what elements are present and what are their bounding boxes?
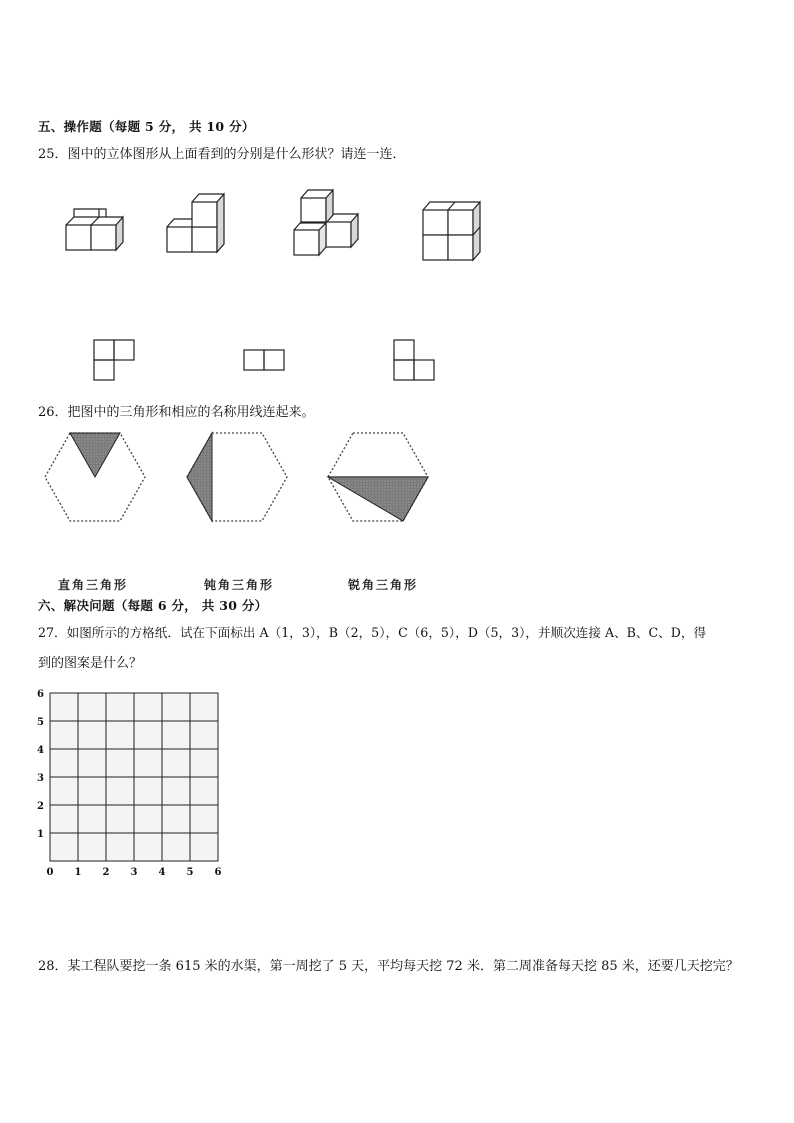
grid-y-label: 2: [37, 801, 44, 812]
section-five-heading: 五、操作题（每题 5 分， 共 10 分）: [38, 119, 255, 134]
question-26: 26．把图中的三角形和相应的名称用线连起来。: [38, 405, 315, 420]
question-27-line1: 27．如图所示的方格纸．试在下面标出 A（1，3），B（2，5），C（6，5），D（5，3），并顺次连接 A、B、C、D，得: [38, 625, 707, 640]
question-27-line2: 到的图案是什么？: [38, 656, 143, 671]
grid-y-label: 5: [37, 717, 44, 728]
triangle-name-right: 直角三角形: [58, 578, 129, 592]
triangle-name-acute: 锐角三角形: [348, 578, 419, 592]
grid-x-label: 4: [158, 867, 166, 878]
grid-y-label: 1: [37, 829, 44, 840]
grid-y-label: 6: [37, 689, 44, 700]
grid-y-label: 4: [37, 745, 44, 756]
grid-x-label: 3: [130, 867, 138, 878]
question-28: 28．某工程队要挖一条 615 米的水渠，第一周挖了 5 天，平均每天挖 72 米．第二周准备每天挖 85 米，还要几天挖完？: [38, 959, 739, 974]
triangle-name-obtuse: 钝角三角形: [204, 578, 275, 592]
grid-x-label: 2: [102, 867, 110, 878]
section-six-heading: 六、解决问题（每题 6 分， 共 30 分）: [38, 598, 268, 613]
grid-y-label: 3: [37, 773, 44, 784]
grid-x-label: 6: [214, 867, 222, 878]
grid-x-label: 0: [46, 867, 54, 878]
question-25: 25．图中的立体图形从上面看到的分别是什么形状？请连一连．: [38, 147, 406, 162]
grid-x-label: 1: [74, 867, 82, 878]
grid-x-label: 5: [186, 867, 194, 878]
